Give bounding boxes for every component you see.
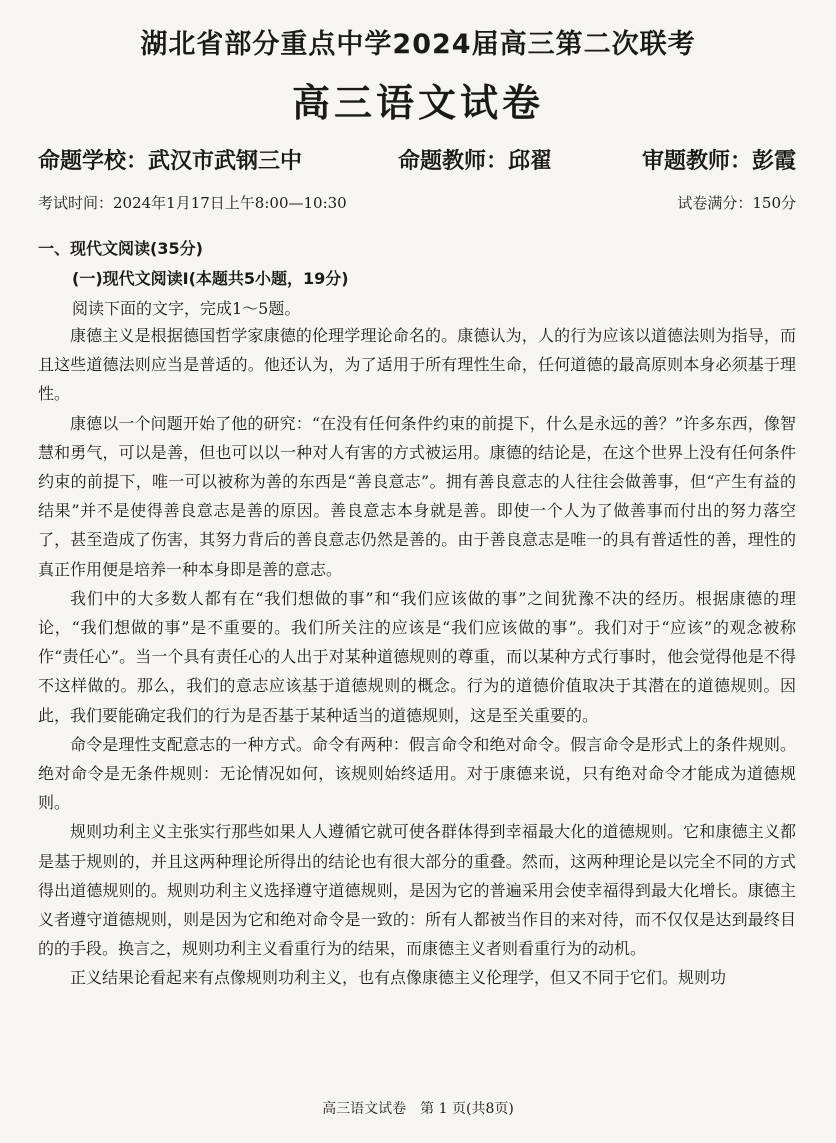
- passage-paragraph: 正义结果论看起来有点像规则功利主义，也有点像康德主义伦理学，但又不同于它们。规则功: [70, 968, 727, 988]
- setter-teacher: 命题教师：邱翟: [398, 149, 553, 174]
- full-score: 试卷满分：150分: [677, 194, 796, 212]
- exam-title: 湖北省部分重点中学2024届高三第二次联考: [140, 29, 696, 60]
- paper-title: 高三语文试卷: [291, 81, 544, 125]
- reading-instruction: 阅读下面的文字，完成1～5题。: [72, 299, 301, 318]
- page-footer: 高三语文试卷 第 1 页(共8页): [322, 1101, 514, 1117]
- exam-time: 考试时间：2024年1月17日上午8:00—10:30: [38, 194, 347, 212]
- passage-paragraph: 我们中的大多数人都有在“我们想做的事”和“我们应该做的事”之间犹豫不决的经历。根据康德的理论，“我们想做的事”是不重要的。我们所关注的应该是“我们应该做的事”。我们对于“应该”的观念被称作“责任心”。当一个具有责任心的人出于对某种道德规则的尊重，而以某种方式行事时，他会觉得他是不得不这样做的。那么，我们的意志应该基于道德规则的概念。行为的道德价值取决于其潜在的道德规则。因此，我们要能确定我们的行为是否基于某种适当的道德规则，这是至关重要的。: [38, 588, 796, 725]
- passage-paragraph: 规则功利主义主张实行那些如果人人遵循它就可使各群体得到幸福最大化的道德规则。它和康德主义都是基于规则的，并且这两种理论所得出的结论也有很大部分的重叠。然而，这两种理论是以完全不同的方式得出道德规则的。规则功利主义选择遵守道德规则，是因为它的普遍采用会使幸福得到最大化增长。康德主义者遵守道德规则，则是因为它和绝对命令是一致的：所有人都被当作目的来对待，而不仅仅是达到最终目的的手段。换言之，规则功利主义看重行为的结果，而康德主义者则看重行为的动机。: [38, 822, 796, 959]
- passage-paragraph: 康德主义是根据德国哲学家康德的伦理学理论命名的。康德认为，人的行为应该以道德法则为指导，而且这些道德法则应当是普适的。他还认为，为了适用于所有理性生命，任何道德的最高原则本身必须基于理性。: [38, 326, 796, 404]
- reading-passage: [38, 321, 796, 993]
- passage-paragraph: 命令是理性支配意志的一种方式。命令有两种：假言命令和绝对命令。假言命令是形式上的条件规则。绝对命令是无条件规则：无论情况如何，该规则始终适用。对于康德来说，只有绝对命令才能成为道德规则。: [38, 734, 796, 813]
- setter-school: 命题学校：武汉市武钢三中: [38, 149, 303, 174]
- passage-paragraph: 康德以一个问题开始了他的研究：“在没有任何条件约束的前提下，什么是永远的善？”许多东西，像智慧和勇气，可以是善，但也可以以一种对人有害的方式被运用。康德的结论是，在这个世界上没有任何条件约束的前提下，唯一可以被称为善的东西是“善良意志”。拥有善良意志的人往往会做善事，但“产生有益的结果”并不是使得善良意志是善的原因。善良意志本身就是善。即使一个人为了做善事而付出的努力落空了，甚至造成了伤害，其努力背后的善良意志仍然是善的。由于善良意志是唯一的具有普适性的善，理性的真正作用便是培养一种本身即是善的意志。: [38, 413, 796, 579]
- subsection-heading: (一)现代文阅读Ⅰ(本题共5小题，19分): [72, 269, 349, 288]
- reviewer-teacher: 审题教师：彭霞: [641, 149, 796, 174]
- section-heading: 一、现代文阅读(35分): [38, 239, 203, 258]
